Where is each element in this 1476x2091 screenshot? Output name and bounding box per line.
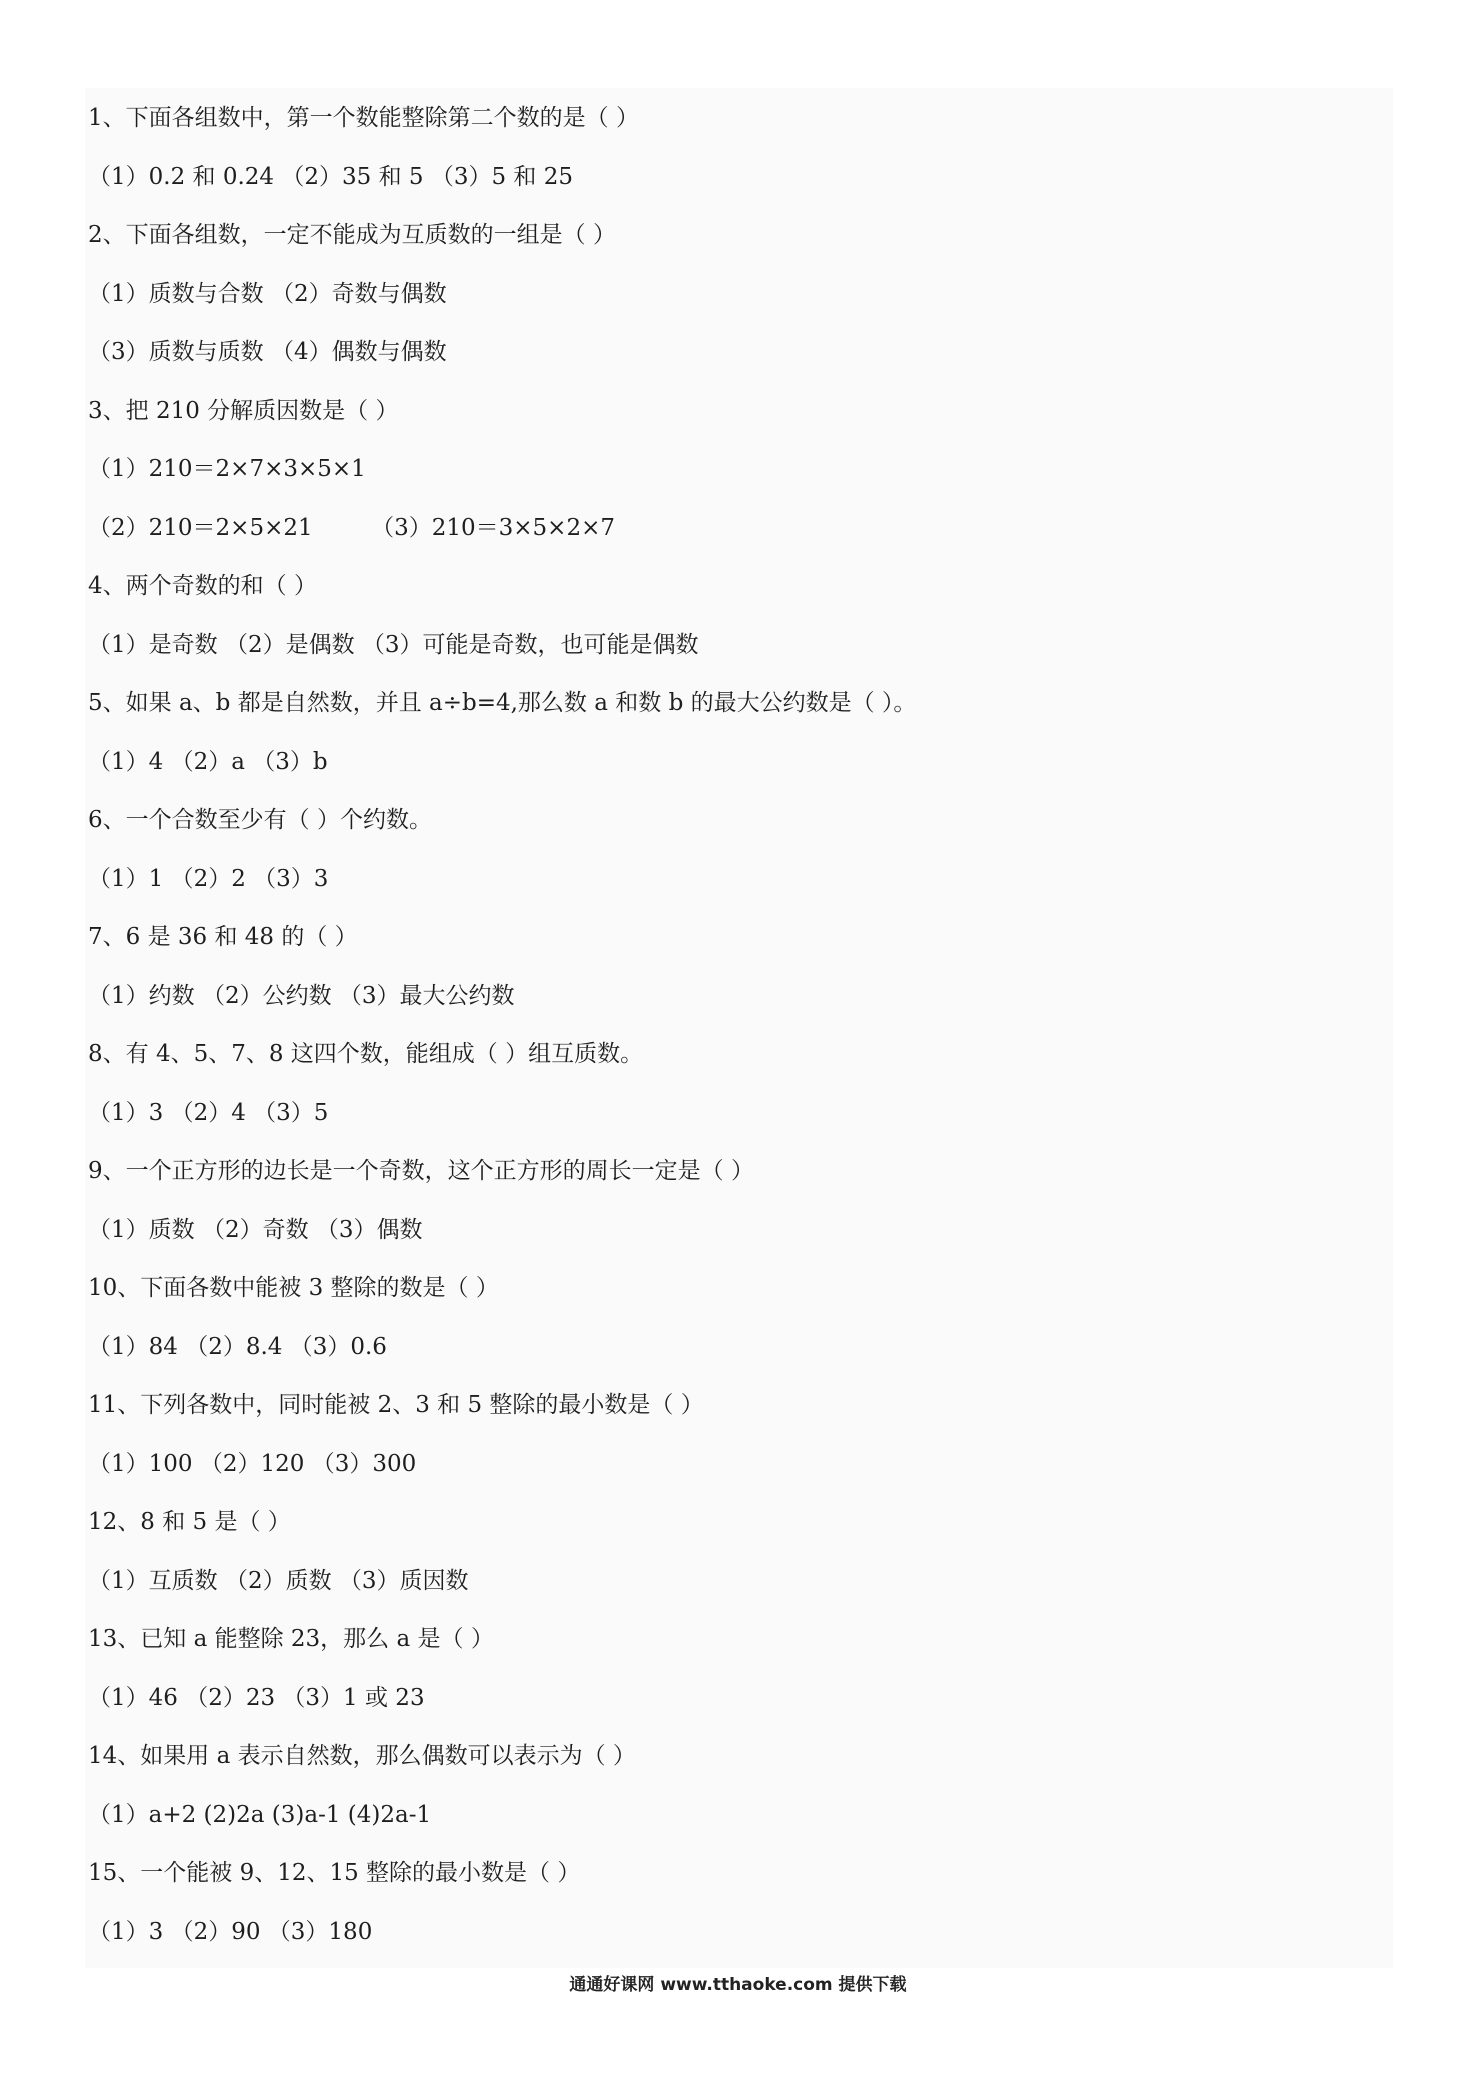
question-2: 2、下面各组数，一定不能成为互质数的一组是（ ） [88, 222, 616, 248]
question-1: 1、下面各组数中，第一个数能整除第二个数的是（ ） [88, 105, 639, 131]
question-8: 8、有 4、5、7、8 这四个数，能组成（ ）组互质数。 [88, 1041, 644, 1067]
question-10-options: （1）84 （2）8.4 （3）0.6 [88, 1333, 387, 1360]
question-9: 9、一个正方形的边长是一个奇数，这个正方形的周长一定是（ ） [88, 1158, 754, 1184]
question-2-options-b: （3）质数与质数 （4）偶数与偶数 [88, 339, 447, 365]
question-3: 3、把 210 分解质因数是（ ） [88, 397, 399, 424]
question-7-options: （1）约数 （2）公约数 （3）最大公约数 [88, 982, 515, 1009]
question-3-options-b: （2）210＝2×5×21 （3）210＝3×5×2×7 [88, 514, 615, 541]
question-3-options-a: （1）210＝2×7×3×5×1 [88, 456, 366, 482]
question-5: 5、如果 a、b 都是自然数，并且 a÷b=4,那么数 a 和数 b 的最大公约数是（ ）。 [88, 690, 917, 716]
question-15-options: （1）3 （2）90 （3）180 [88, 1918, 373, 1945]
question-11-options: （1）100 （2）120 （3）300 [88, 1450, 417, 1477]
question-13: 13、已知 a 能整除 23，那么 a 是（ ） [88, 1626, 494, 1652]
question-9-options: （1）质数 （2）奇数 （3）偶数 [88, 1216, 423, 1243]
question-6-options: （1）1 （2）2 （3）3 [88, 865, 329, 892]
question-12-options: （1）互质数 （2）质数 （3）质因数 [88, 1567, 469, 1594]
question-11: 11、下列各数中，同时能被 2、3 和 5 整除的最小数是（ ） [88, 1392, 704, 1418]
question-1-options: （1）0.2 和 0.24 （2）35 和 5 （3）5 和 25 [88, 163, 573, 190]
question-15: 15、一个能被 9、12、15 整除的最小数是（ ） [88, 1860, 581, 1886]
question-4-options: （1）是奇数 （2）是偶数 （3）可能是奇数，也可能是偶数 [88, 631, 699, 658]
question-10: 10、下面各数中能被 3 整除的数是（ ） [88, 1275, 499, 1301]
question-5-options: （1）4 （2）a （3）b [88, 748, 328, 775]
question-4: 4、两个奇数的和（ ） [88, 573, 317, 599]
question-13-options: （1）46 （2）23 （3）1 或 23 [88, 1684, 425, 1711]
question-14: 14、如果用 a 表示自然数，那么偶数可以表示为（ ） [88, 1743, 636, 1769]
page-footer: 通通好课网 www.tthaoke.com 提供下载 [569, 1975, 907, 1995]
question-14-options: （1）a+2 (2)2a (3)a-1 (4)2a-1 [88, 1801, 432, 1828]
question-2-options-a: （1）质数与合数 （2）奇数与偶数 [88, 280, 447, 307]
question-7: 7、6 是 36 和 48 的（ ） [88, 924, 358, 950]
question-12: 12、8 和 5 是（ ） [88, 1509, 291, 1535]
question-8-options: （1）3 （2）4 （3）5 [88, 1099, 329, 1126]
question-list [88, 98, 1388, 1970]
question-6: 6、一个合数至少有（ ）个约数。 [88, 807, 432, 833]
